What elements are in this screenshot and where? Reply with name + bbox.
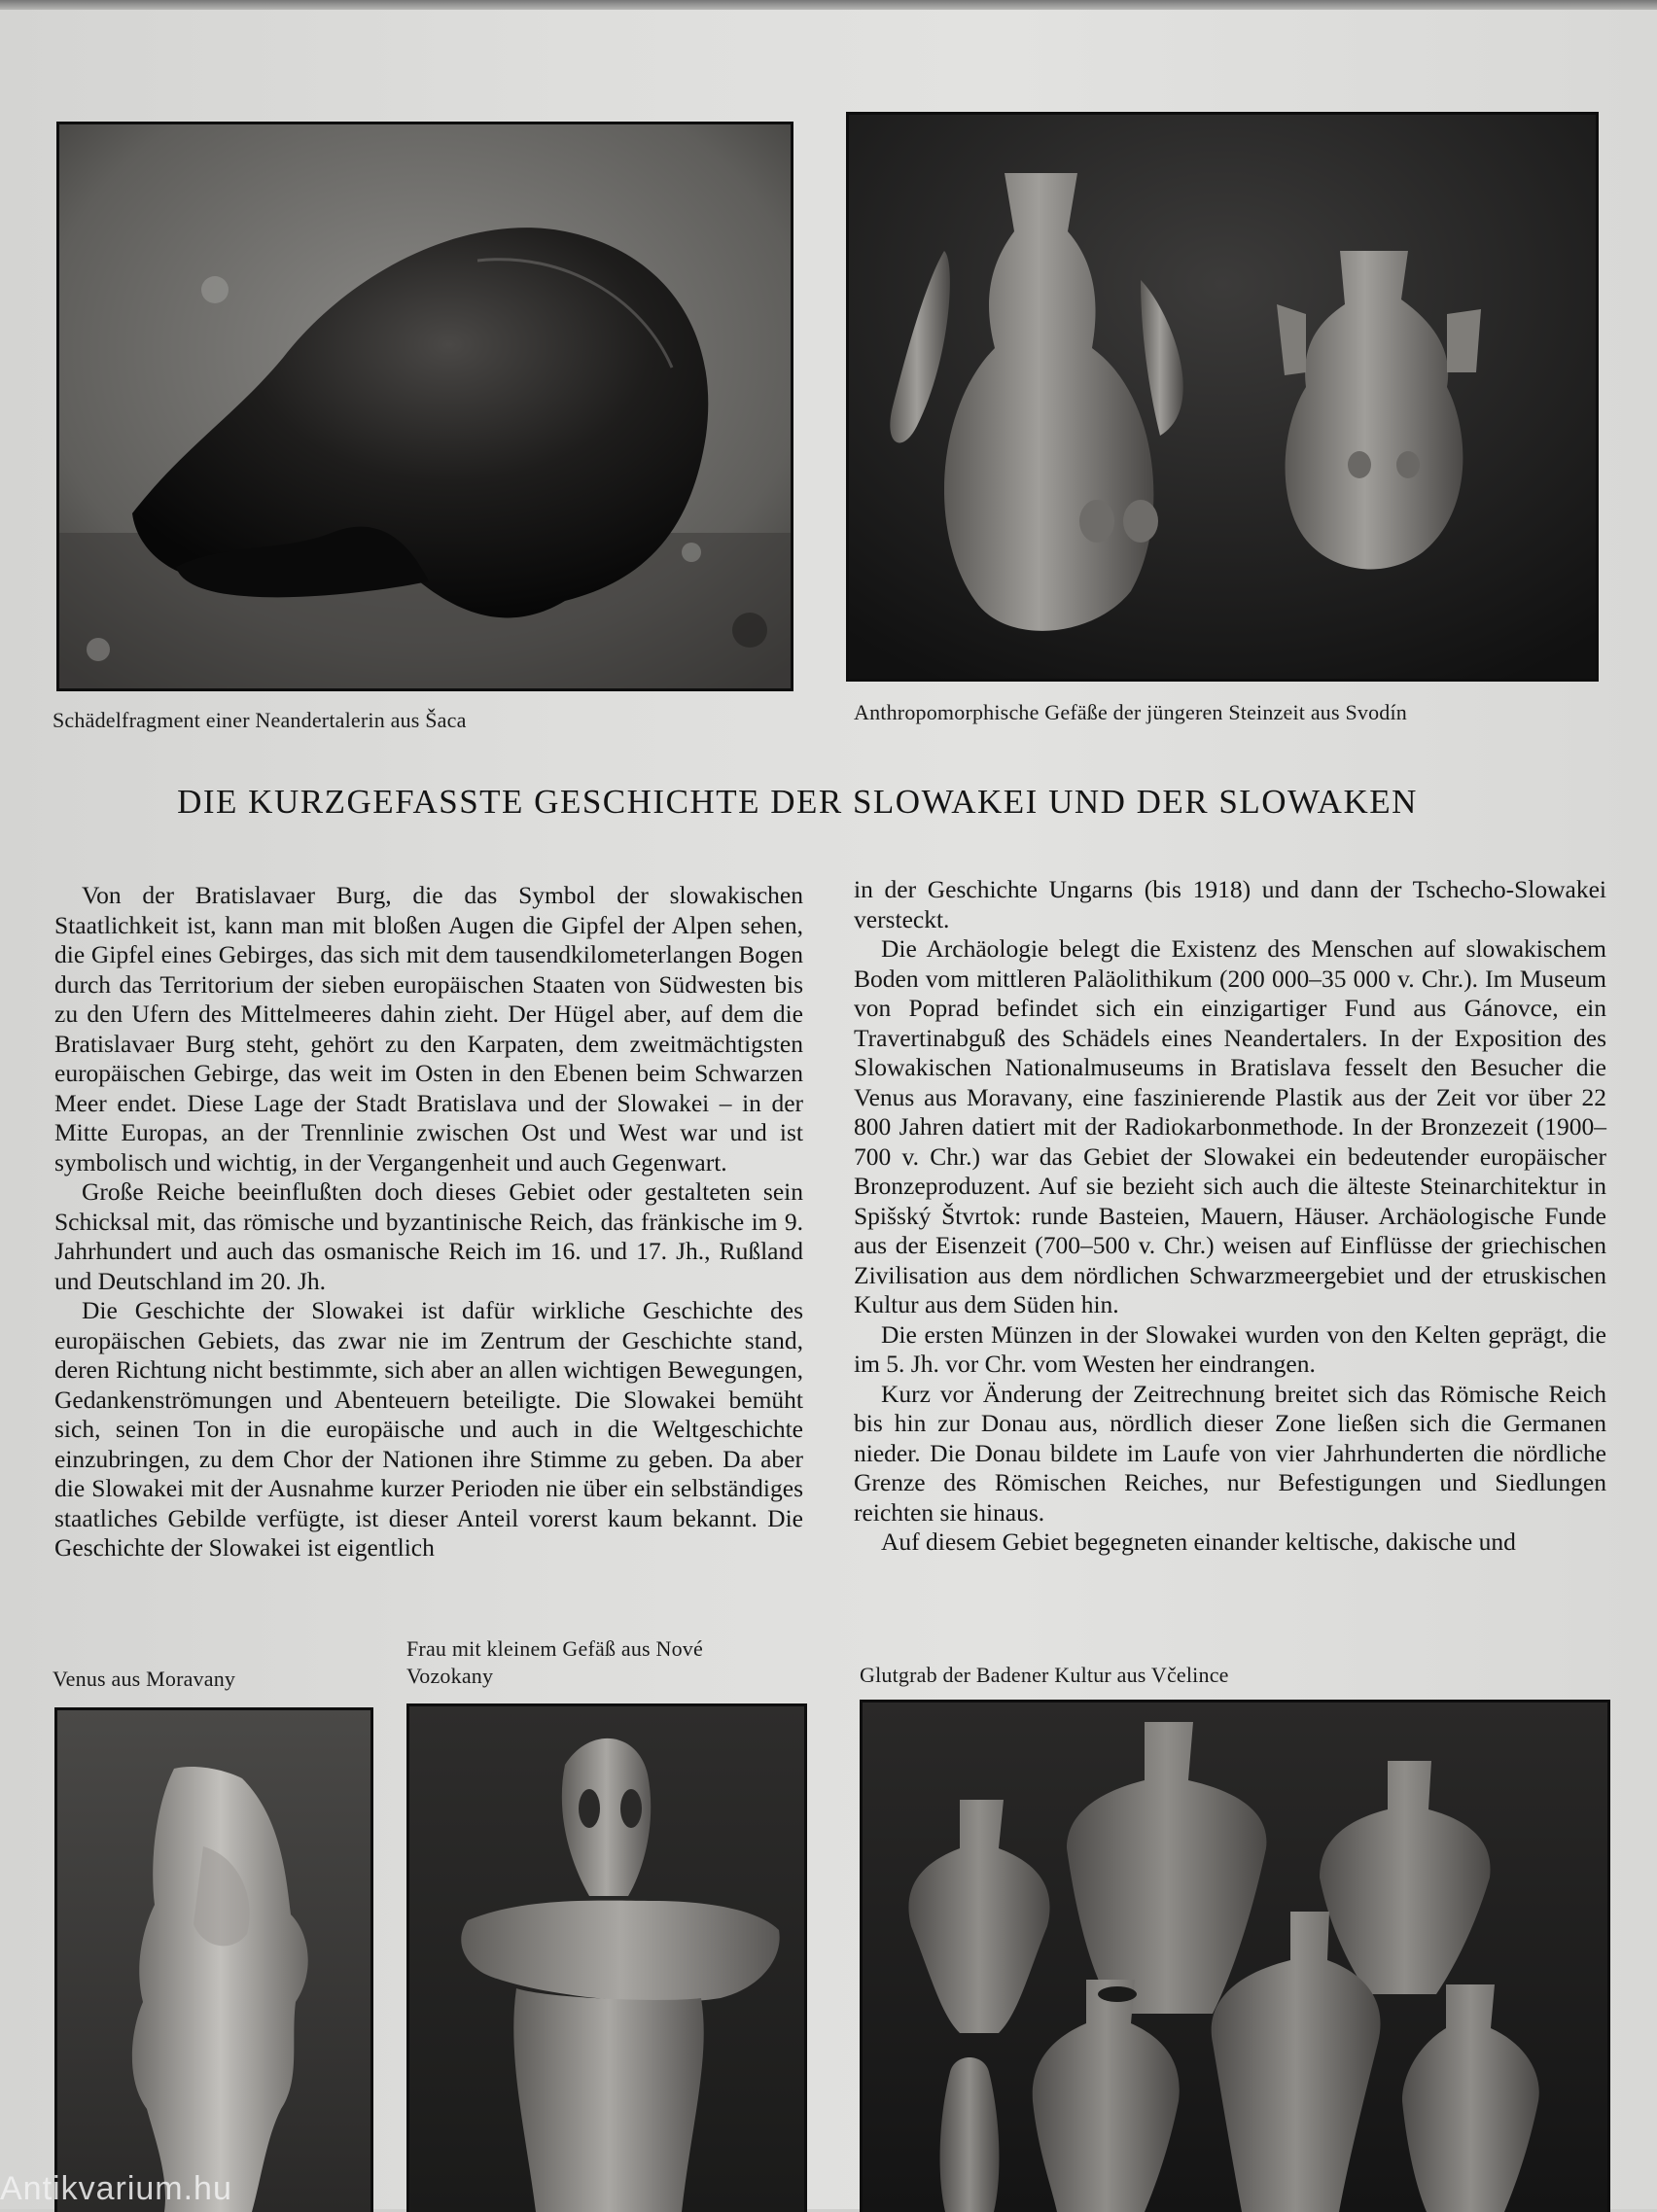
paragraph: Kurz vor Änderung der Zeitrechnung breitet sich das Römische Reich bis hin zur Donau aus, nördlich dieser Zone ließen sich die Germanen nieder. Die Donau bildete im Laufe von vier Jahrhunderten die nördliche Grenze des Römischen Reiches, nur Befestigungen und Siedlungen reichten sie hinaus.: [854, 1379, 1606, 1527]
page-top-edge: [0, 0, 1657, 10]
article-title: DIE KURZGEFASSTE GESCHICHTE DER SLOWAKEI UND DER SLOWAKEN: [177, 783, 1418, 821]
photo-skull-fragment: [56, 122, 793, 691]
caption-grave: Glutgrab der Badener Kultur aus Včelince: [860, 1663, 1229, 1687]
photo-anthropomorphic-vessels: [846, 112, 1599, 682]
caption-skull: Schädelfragment einer Neandertalerin aus Šaca: [53, 708, 467, 732]
photo-venus-moravany: [54, 1707, 373, 2212]
paragraph: Die ersten Münzen in der Slowakei wurden von den Kelten geprägt, die im 5. Jh. vor Chr. vom Westen her eindrangen.: [854, 1319, 1606, 1378]
photo-woman-with-vessel: [406, 1703, 807, 2212]
paragraph: Große Reiche beeinflußten doch dieses Gebiet oder gestalteten sein Schicksal mit, das römische und byzantinische Reich, das fränkische im 9. Jahrhundert und auch das osmanische Reich im 16. und 17. Jh., Rußland und Deutschland im 20. Jh.: [54, 1177, 803, 1295]
paragraph: Die Geschichte der Slowakei ist dafür wirkliche Geschichte des europäischen Gebiets, das zwar nie im Zentrum der Geschichte stand, deren Richtung nicht bestimmte, sich aber an allen wichtigen Bewegungen, Gedankenströmungen und Abenteuern beteiligte. Die Slowakei bemüht sich, seinen Ton in die europäische und auch in die Weltgeschichte einzubringen, zu dem Chor der Nationen ihre Stimme zu geben. Da aber die Slowakei mit der Ausnahme kurzer Perioden nie über ein selbständiges staatliches Gebilde verfügte, ist dieser Anteil vorerst kaum bekannt. Die Geschichte der Slowakei ist eigentlich: [54, 1296, 803, 1562]
caption-venus: Venus aus Moravany: [53, 1667, 236, 1691]
paragraph: Auf diesem Gebiet begegneten einander keltische, dakische und: [881, 1527, 1516, 1556]
caption-woman-vessel: [406, 1635, 703, 1690]
caption-woman-line2: Vozokany: [406, 1664, 494, 1688]
left-column: [54, 881, 803, 1563]
caption-vessels: Anthropomorphische Gefäße der jüngeren Steinzeit aus Svodín: [854, 700, 1407, 724]
caption-woman-line1: Frau mit kleinem Gefäß aus Nové: [406, 1636, 703, 1661]
photo-grave-vessels: [860, 1700, 1610, 2212]
watermark-text: Antikvarium.hu: [0, 2170, 232, 2207]
right-column: [854, 875, 1606, 1558]
paragraph: in der Geschichte Ungarns (bis 1918) und dann der Tschecho-Slowakei versteckt.: [854, 875, 1606, 933]
paragraph: Die Archäologie belegt die Existenz des Menschen auf slowakischem Boden vom mittleren Paläolithikum (200 000–35 000 v. Chr.). Im Museum von Poprad befindet sich ein einzigartiger Fund aus Gánovce, ein Travertinabguß des Schädels eines Neandertalers. In der Exposition des Slowakischen Nationalmuseums in Bratislava fesselt den Besucher die Venus aus Moravany, eine faszinierende Plastik aus der Zeit vor über 22 800 Jahren datiert mit der Radiokarbonmethode. In der Bronzezeit (1900–700 v. Chr.) war das Gebiet der Slowakei ein bedeutender europäischer Bronzeproduzent. Auf sie bezieht sich auch die älteste Steinarchitektur in Spišský Štvrtok: runde Basteien, Mauern, Häuser. Archäologische Funde aus der Eisenzeit (700–500 v. Chr.) weisen auf Einflüsse der griechischen Zivilisation aus dem nördlichen Schwarzmeergebiet und der etruskischen Kultur aus dem Süden hin.: [854, 934, 1606, 1318]
paragraph: Von der Bratislavaer Burg, die das Symbol der slowakischen Staatlichkeit ist, kann man mit bloßen Augen die Gipfel der Alpen sehen, die Gipfel eines Gebirges, das sich mit dem tausendkilometerlangen Bogen durch das Territorium der sieben europäischen Staaten von Südwesten bis zu den Ufern des Mittelmeeres dahin zieht. Der Hügel aber, auf dem die Bratislavaer Burg steht, gehört zu den Karpaten, dem zweitmächtigsten europäischen Gebirge, das weit im Osten in den Ebenen beim Schwarzen Meer endet. Diese Lage der Stadt Bratislava und der Slowakei – in der Mitte Europas, an der Trennlinie zwischen Ost und West war und ist symbolisch und wichtig, in der Vergangenheit und auch Gegenwart.: [54, 881, 803, 1176]
